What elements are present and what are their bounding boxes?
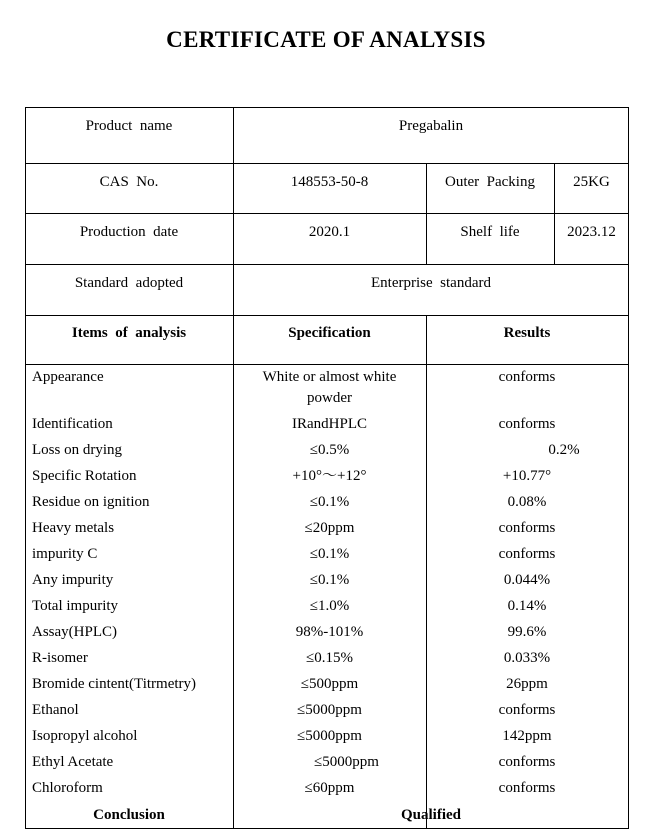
table-row-spec: ≤1.0% [309, 598, 350, 614]
table-row-spec: ≤0.1% [309, 546, 350, 562]
table-row-item: Specific Rotation [32, 468, 137, 484]
shelf-life-label: Shelf life [460, 224, 520, 240]
document-title: CERTIFICATE OF ANALYSIS [166, 27, 486, 52]
table-row-spec: ≤5000ppm [297, 728, 362, 744]
table-row-result: 0.2% [548, 442, 580, 458]
table-row-result: 26ppm [506, 676, 548, 692]
table-row-spec: ≤0.5% [309, 442, 350, 458]
standard-label: Standard adopted [74, 275, 184, 291]
table-row-spec: ≤60ppm [304, 780, 355, 796]
table-row-item: impurity C [32, 546, 98, 562]
table-row-item: Appearance [32, 369, 104, 385]
table-row-item: Bromide cintent(Titrmetry) [32, 676, 197, 692]
table-row-result: 99.6% [507, 624, 547, 640]
table-row-spec: IRandHPLC [292, 416, 367, 432]
product-name-value: Pregabalin [398, 118, 464, 134]
table-row-result: conforms [498, 780, 556, 796]
table-row-result: 0.044% [503, 572, 551, 588]
table-row-result: conforms [498, 702, 556, 718]
shelf-life-value: 2023.12 [567, 224, 616, 240]
standard-value: Enterprise standard [371, 275, 491, 291]
table-row-result: conforms [498, 369, 556, 385]
table-row-spec: ≤500ppm [300, 676, 359, 692]
outer-packing-label: Outer Packing [445, 174, 535, 190]
outer-packing-value: 25KG [573, 174, 610, 190]
table-row-result: 0.033% [503, 650, 551, 666]
table-row-item: Assay(HPLC) [32, 624, 117, 640]
table-row-spec: ≤0.1% [309, 572, 350, 588]
table-row-spec: ≤0.1% [309, 494, 350, 510]
table-row-result: 142ppm [502, 728, 552, 744]
table-row-spec: ≤5000ppm [314, 754, 379, 770]
table-row-item: Any impurity [32, 572, 114, 588]
table-row-result: conforms [498, 754, 556, 770]
table-row-item: Identification [32, 416, 113, 432]
table-row-item: Chloroform [32, 780, 103, 796]
table-row-item: Isopropyl alcohol [32, 728, 138, 744]
conclusion-label: Conclusion [93, 807, 165, 823]
production-date-label: Production date [79, 224, 179, 240]
analysis-table [25, 107, 629, 829]
table-row-result: conforms [498, 520, 556, 536]
table-row-spec: 98%-101% [295, 624, 364, 640]
table-row-result: 0.14% [507, 598, 547, 614]
specification-header: Specification [288, 325, 371, 341]
table-row-result: 0.08% [507, 494, 547, 510]
table-row-spec: ≤0.15% [306, 650, 353, 666]
table-row-item: Heavy metals [32, 520, 115, 536]
table-row-spec: ≤5000ppm [297, 702, 362, 718]
table-row-item: R-isomer [32, 650, 88, 666]
table-row-spec: +10°～+12° [292, 468, 367, 484]
production-date-value: 2020.1 [308, 224, 351, 240]
table-row-spec: White or almost white powder [262, 369, 397, 406]
cas-value: 148553-50-8 [290, 174, 369, 190]
table-row-item: Loss on drying [32, 442, 122, 458]
table-row-result: +10.77° [502, 468, 552, 484]
table-row-item: Total impurity [32, 598, 119, 614]
table-row-item: Residue on ignition [32, 494, 150, 510]
cas-label: CAS No. [99, 174, 159, 190]
table-row-result: conforms [498, 546, 556, 562]
results-header: Results [503, 325, 551, 341]
table-row-result: conforms [498, 416, 556, 432]
conclusion-value: Qualified [400, 807, 461, 823]
product-name-label: Product name [85, 118, 173, 134]
table-row-spec: ≤20ppm [304, 520, 355, 536]
items-header: Items of analysis [71, 325, 187, 341]
table-row-item: Ethyl Acetate [32, 754, 114, 770]
table-row-item: Ethanol [32, 702, 79, 718]
